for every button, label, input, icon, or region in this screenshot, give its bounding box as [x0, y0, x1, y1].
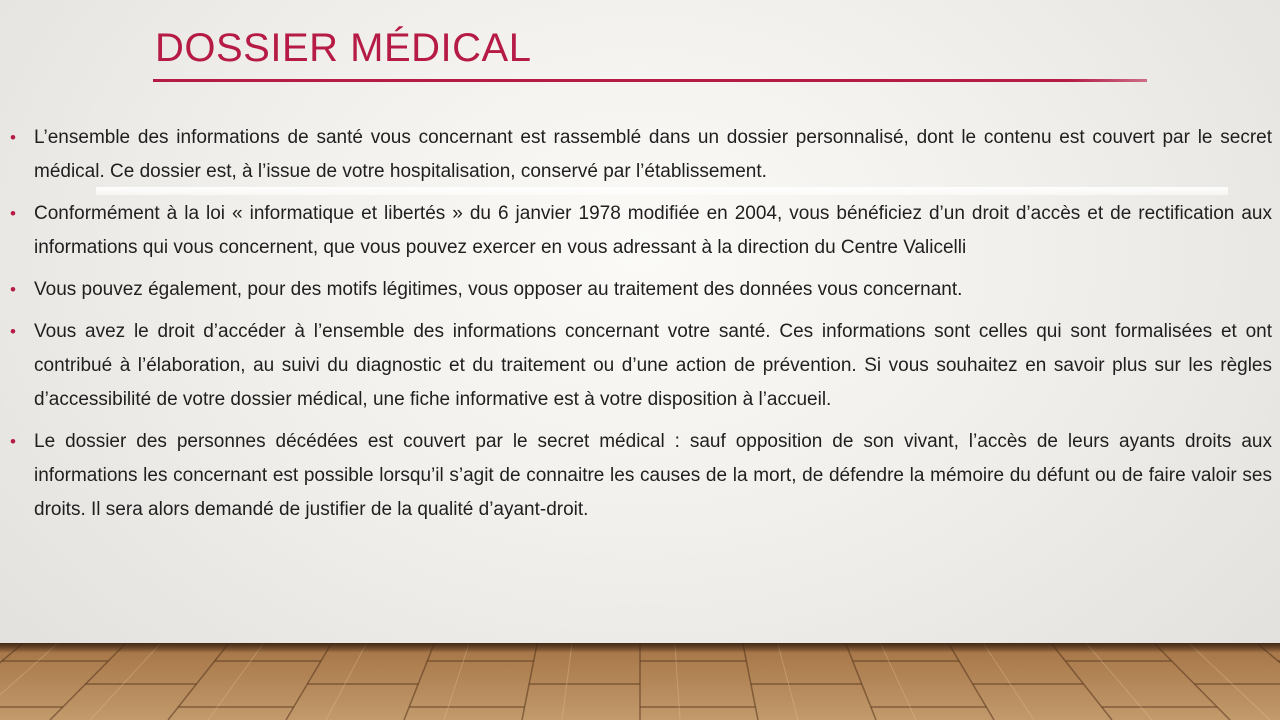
bullet-text: Vous pouvez également, pour des motifs légitimes, vous opposer au traitement des données vous concernant.	[34, 279, 963, 300]
wooden-floor	[0, 643, 1280, 720]
bullet-item	[10, 425, 1272, 527]
bullet-item	[10, 197, 1272, 265]
bullet-text: L’ensemble des informations de santé vous concernant est rassemblé dans un dossier personnalisé, dont le contenu est couvert par le secret médical. Ce dossier est, à l’issue de votre hospitalisation, conservé par l’établissement.	[34, 127, 1272, 182]
bullet-text: Le dossier des personnes décédées est couvert par le secret médical : sauf opposition de son vivant, l’accès de leurs ayants droits aux informations les concernant est possible lorsqu’il s’agit de connaitre les causes de la mort, de défendre la mémoire du défunt ou de faire valoir ses droits. Il sera alors demandé de justifier de la qualité d’ayant-droit.	[34, 431, 1272, 520]
slide-title: DOSSIER MÉDICAL	[155, 26, 532, 70]
bullet-list	[10, 121, 1272, 535]
bullet-item	[10, 315, 1272, 417]
bullet-dot-icon: •	[10, 432, 16, 451]
bullet-item	[10, 273, 1272, 307]
title-underline	[153, 79, 1147, 82]
bullet-dot-icon: •	[10, 322, 16, 341]
bullet-text: Conformément à la loi « informatique et libertés » du 6 janvier 1978 modifiée en 2004, vous bénéficiez d’un droit d’accès et de rectification aux informations qui vous concernent, que vous pouvez exercer en vous adressant à la direction du Centre Valicelli	[34, 203, 1272, 258]
bullet-item	[10, 121, 1272, 189]
bullet-dot-icon: •	[10, 280, 16, 299]
bullet-dot-icon: •	[10, 128, 16, 147]
bullet-dot-icon: •	[10, 204, 16, 223]
bullet-text: Vous avez le droit d’accéder à l’ensemble des informations concernant votre santé. Ces informations sont celles qui sont formalisées et ont contribué à l’élaboration, au suivi du diagnostic et du traitement ou d’une action de prévention. Si vous souhaitez en savoir plus sur les règles d’accessibilité de votre dossier médical, une fiche informative est à votre disposition à l’accueil.	[34, 321, 1272, 410]
